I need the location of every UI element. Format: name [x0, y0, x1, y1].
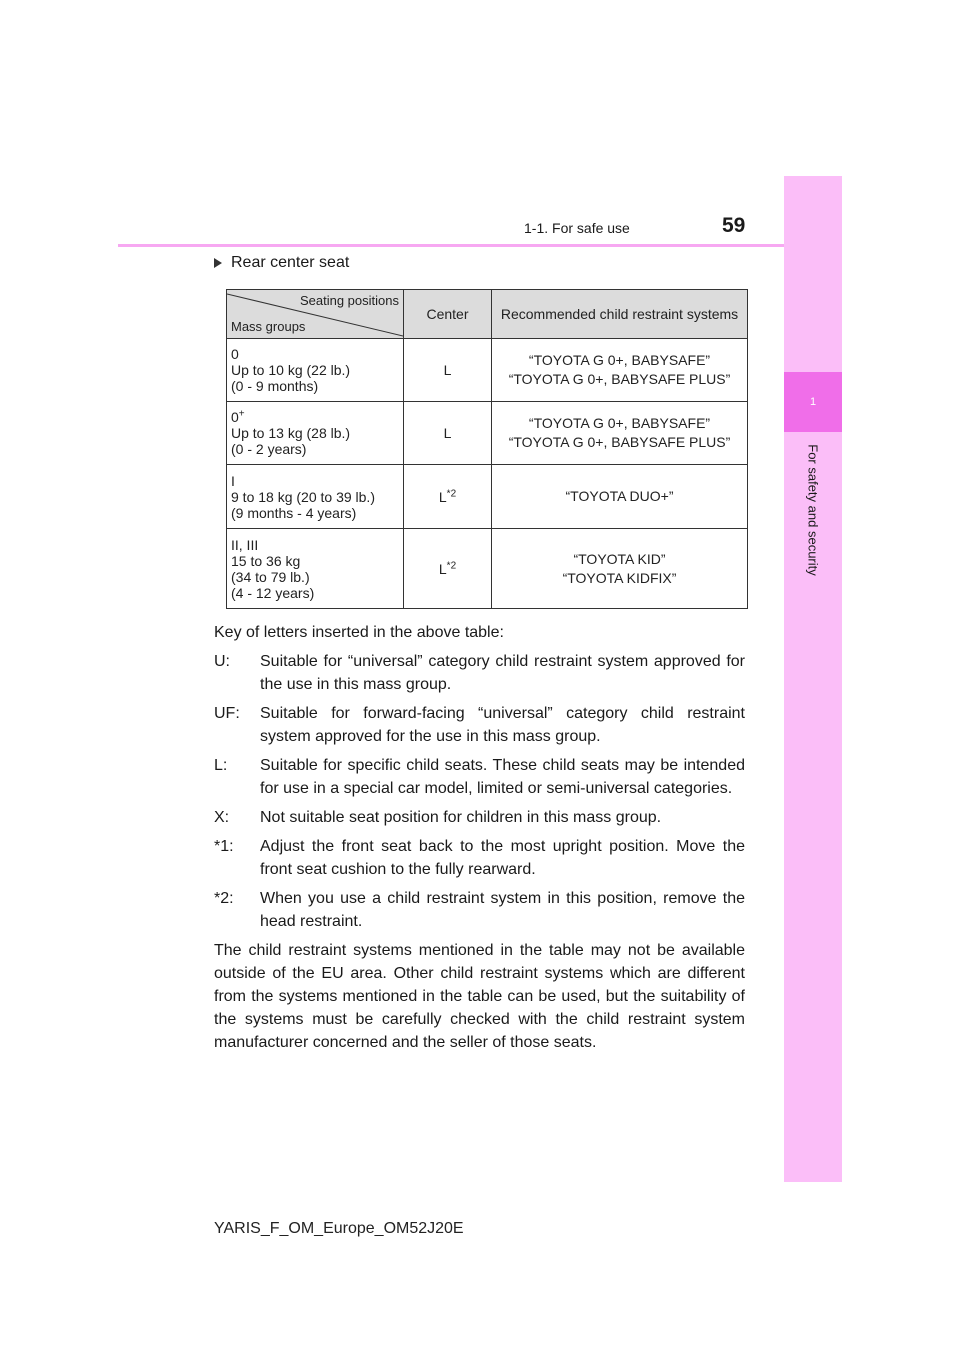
recommended-cell: “TOYOTA KID” “TOYOTA KIDFIX” — [492, 529, 748, 609]
diagonal-header-cell — [227, 290, 404, 339]
seating-positions-label: Seating positions — [299, 293, 399, 308]
center-value-cell: L — [404, 402, 492, 465]
center-value-cell: L — [404, 339, 492, 402]
subheading-text: Rear center seat — [231, 254, 350, 271]
table-row — [227, 529, 748, 609]
chapter-label: For safety and security — [805, 444, 821, 576]
chapter-side-tab — [784, 176, 842, 1182]
chapter-number-tab — [784, 372, 842, 432]
mass-group-cell: II, III 15 to 36 kg (34 to 79 lb.) (4 - 12 years) — [227, 529, 404, 609]
page-number: 59 — [722, 214, 746, 237]
table-row — [227, 465, 748, 529]
center-column-header: Center — [404, 290, 492, 339]
body-text — [214, 621, 745, 1060]
mass-group-cell: I 9 to 18 kg (20 to 39 lb.) (9 months - 4 years) — [227, 465, 404, 529]
key-item: U: Suitable for “universal” category child restraint system approved for the use in this mass group. — [214, 653, 745, 693]
chapter-number: 1 — [809, 396, 817, 408]
table-row — [227, 339, 748, 402]
seat-table — [226, 289, 748, 609]
table-row — [227, 402, 748, 465]
key-item: L: Suitable for specific child seats. These child seats may be intended for use in a special car model, limited or semi-universal categories. — [214, 757, 745, 797]
subheading — [214, 254, 349, 272]
triangle-bullet-icon — [214, 258, 222, 268]
table-header-row — [227, 290, 748, 339]
footer-doc-id: YARIS_F_OM_Europe_OM52J20E — [214, 1220, 464, 1237]
key-item: UF: Suitable for forward-facing “universal” category child restraint system approved for the use in this mass group. — [214, 705, 745, 745]
center-value-cell: $L^{*2}$ — [404, 465, 492, 529]
key-intro: Key of letters inserted in the above table: — [214, 624, 504, 641]
key-item: X: Not suitable seat position for children in this mass group. — [214, 809, 662, 826]
mass-groups-label: Mass groups — [231, 319, 306, 334]
center-value-cell: $L^{*2}$ — [404, 529, 492, 609]
recommended-column-header: Recommended child restraint systems — [492, 290, 748, 339]
recommended-cell: “TOYOTA DUO+” — [492, 465, 748, 529]
key-item: *1: Adjust the front seat back to the most upright position. Move the front seat cushion to the fully rearward. — [214, 838, 745, 878]
recommended-cell: “TOYOTA G 0+, BABYSAFE” “TOYOTA G 0+, BABYSAFE PLUS” — [492, 339, 748, 402]
key-item: *2: When you use a child restraint system in this position, remove the head restraint. — [214, 890, 745, 930]
recommended-cell: “TOYOTA G 0+, BABYSAFE” “TOYOTA G 0+, BABYSAFE PLUS” — [492, 402, 748, 465]
closing-paragraph: The child restraint systems mentioned in the table may not be available outside of the EU area. Other child restraint systems which are different from the systems mentioned in the table can be used, but the suitability of the systems must be carefully checked with the child restraint system manufacturer concerned and the seller of those seats. — [214, 942, 745, 1051]
mass-group-cell: 0+ Up to 13 kg (28 lb.) (0 - 2 years) — [227, 402, 404, 465]
mass-group-cell: 0 Up to 10 kg (22 lb.) (0 - 9 months) — [227, 339, 404, 402]
section-title: 1-1. For safe use — [524, 220, 630, 236]
header-divider — [118, 244, 784, 247]
